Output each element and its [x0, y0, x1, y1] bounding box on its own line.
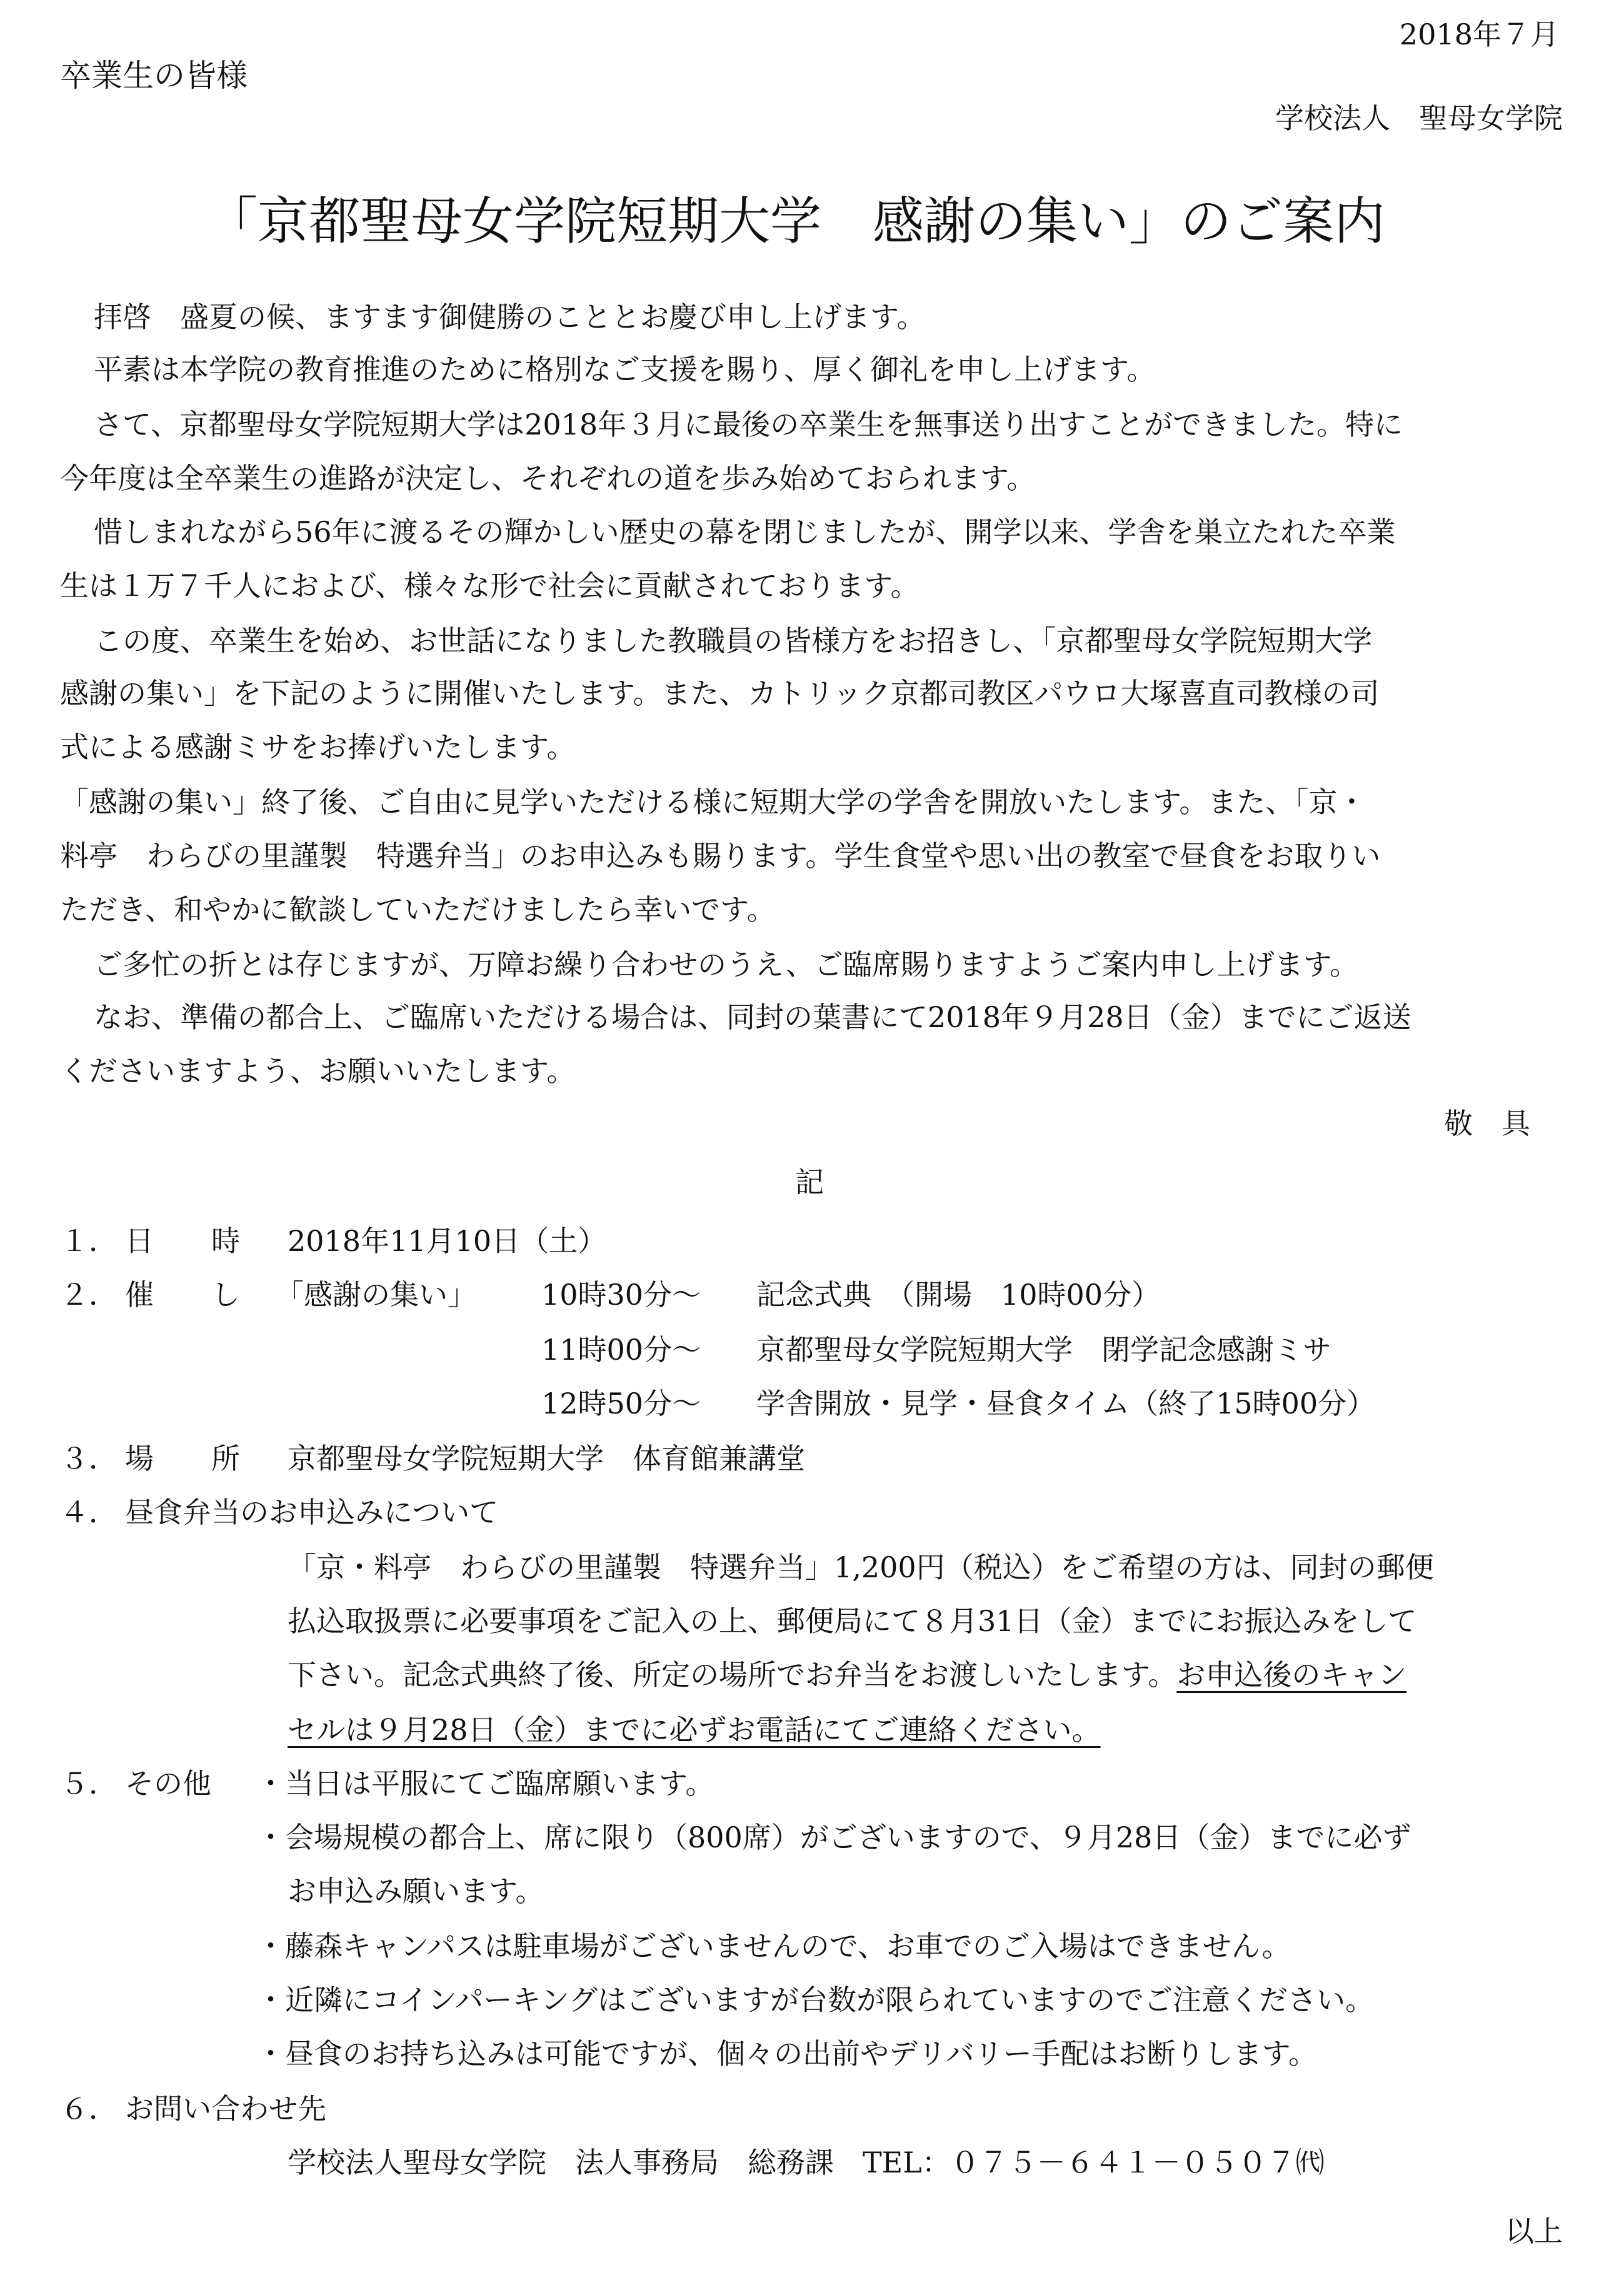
ki-heading: 記 — [795, 1165, 824, 1199]
lunch-cancel-notice: お申込後のキャン — [1176, 1658, 1407, 1692]
item-label: その他 — [125, 1767, 211, 1800]
item-number: １． — [60, 1224, 118, 1258]
letter-line: 「感謝の集い」終了後、ご自由に見学いただける様に短期大学の学舎を開放いたします。また、「京・ — [60, 785, 1366, 819]
schedule-time: 12時50分～ — [541, 1387, 701, 1420]
item-label: 催 し — [125, 1278, 240, 1312]
item-number: ５． — [60, 1767, 118, 1800]
lunch-text-plain: 下さい。記念式典終了後、所定の場所でお弁当をお渡しいたします。 — [288, 1658, 1177, 1692]
closing-keigu: 敬 具 — [1444, 1107, 1530, 1140]
letter-line: ただき、和やかに歓談していただけましたら幸いです。 — [60, 893, 776, 927]
sender: 学校法人 聖母女学院 — [1275, 101, 1563, 135]
event-name: 「感謝の集い」 — [275, 1278, 476, 1312]
letter-line: ご多忙の折とは存じますが、万障お繰り合わせのうえ、ご臨席賜りますようご案内申し上げます。 — [94, 948, 1359, 982]
lunch-text: 「京・料亭 わらびの里謹製 特選弁当」1,200円（税込）をご希望の方は、同封の郵便 — [288, 1550, 1434, 1584]
item-label: 日 時 — [125, 1224, 240, 1258]
letter-line: なお、準備の都合上、ご臨席いただける場合は、同封の葉書にて2018年９月28日（金）までにご返送 — [94, 1000, 1411, 1034]
list-item: ・会場規模の都合上、席に限り（800席）がございますので、９月28日（金）までに必ず — [256, 1821, 1411, 1854]
letter-line: この度、卒業生を始め、お世話になりました教職員の皆様方をお招きし、「京都聖母女学院短期大学 — [94, 624, 1373, 658]
end-mark: 以上 — [1505, 2214, 1563, 2248]
item-label: 場 所 — [125, 1442, 240, 1475]
letter-line: 惜しまれながら56年に渡るその輝かしい歴史の幕を閉じましたが、開学以来、学舎を巣立たれた卒業 — [94, 515, 1396, 549]
letter-line: 平素は本学院の教育推進のために格別なご支援を賜り、厚く御礼を申し上げます。 — [94, 353, 1156, 386]
letter-line: 生は１万７千人におよび、様々な形で社会に貢献されております。 — [60, 569, 920, 603]
item-label: お問い合わせ先 — [125, 2092, 326, 2126]
list-item-continued: お申込み願います。 — [288, 1874, 544, 1908]
list-item: ・近隣にコインパーキングはございますが台数が限られていますのでご注意ください。 — [256, 1983, 1375, 2017]
lunch-text — [288, 1658, 1407, 1692]
letter-line: 式による感謝ミサをお捧げいたします。 — [60, 730, 576, 764]
document-date: 2018年７月 — [1399, 18, 1559, 51]
schedule-desc: 学舎開放・見学・昼食タイム（終了15時00分） — [756, 1387, 1376, 1420]
lunch-text: 払込取扱票に必要事項をご記入の上、郵便局にて８月31日（金）までにお振込みをして — [288, 1604, 1417, 1638]
schedule-desc: 記念式典 （開場 10時00分） — [756, 1278, 1161, 1312]
contact-info: 学校法人聖母女学院 法人事務局 総務課 TEL：０７５－６４１－０５０７㈹ — [288, 2146, 1325, 2179]
recipient: 卒業生の皆様 — [60, 58, 248, 94]
letter-line: くださいますよう、お願いいたします。 — [60, 1054, 576, 1088]
item-value: 京都聖母女学院短期大学 体育館兼講堂 — [288, 1442, 805, 1475]
lunch-cancel-notice: セルは９月28日（金）までに必ずお電話にてご連絡ください。 — [288, 1713, 1101, 1747]
list-item: ・藤森キャンパスは駐車場がございませんので、お車でのご入場はできません。 — [256, 1929, 1291, 1963]
schedule-time: 11時00分～ — [541, 1333, 701, 1367]
schedule-time: 10時30分～ — [541, 1278, 701, 1312]
letter-line: 今年度は全卒業生の進路が決定し、それぞれの道を歩み始めておられます。 — [60, 461, 1036, 495]
list-item: ・昼食のお持ち込みは可能ですが、個々の出前やデリバリー手配はお断りします。 — [256, 2037, 1317, 2071]
letter-line: 料亭 わらびの里謹製 特選弁当」のお申込みも賜ります。学生食堂や思い出の教室で昼食をお取りい — [60, 839, 1381, 873]
item-value: 2018年11月10日（土） — [288, 1224, 607, 1258]
list-item: ・当日は平服にてご臨席願います。 — [256, 1767, 714, 1800]
item-number: ３． — [60, 1442, 118, 1475]
schedule-desc: 京都聖母女学院短期大学 閉学記念感謝ミサ — [756, 1333, 1331, 1367]
item-number: ６． — [60, 2092, 118, 2126]
letter-line: 拝啓 盛夏の候、ますます御健勝のこととお慶び申し上げます。 — [94, 300, 926, 334]
letter-line: 感謝の集い」を下記のように開催いたします。また、カトリック京都司教区パウロ大塚喜直司教様の司 — [60, 676, 1380, 710]
page-title: 「京都聖母女学院短期大学 感謝の集い」のご案内 — [206, 192, 1386, 251]
item-label: 昼食弁当のお申込みについて — [125, 1495, 499, 1529]
item-number: ４． — [60, 1495, 118, 1529]
letter-line: さて、京都聖母女学院短期大学は2018年３月に最後の卒業生を無事送り出すことができました。特に — [94, 408, 1403, 441]
item-number: ２． — [60, 1278, 118, 1312]
